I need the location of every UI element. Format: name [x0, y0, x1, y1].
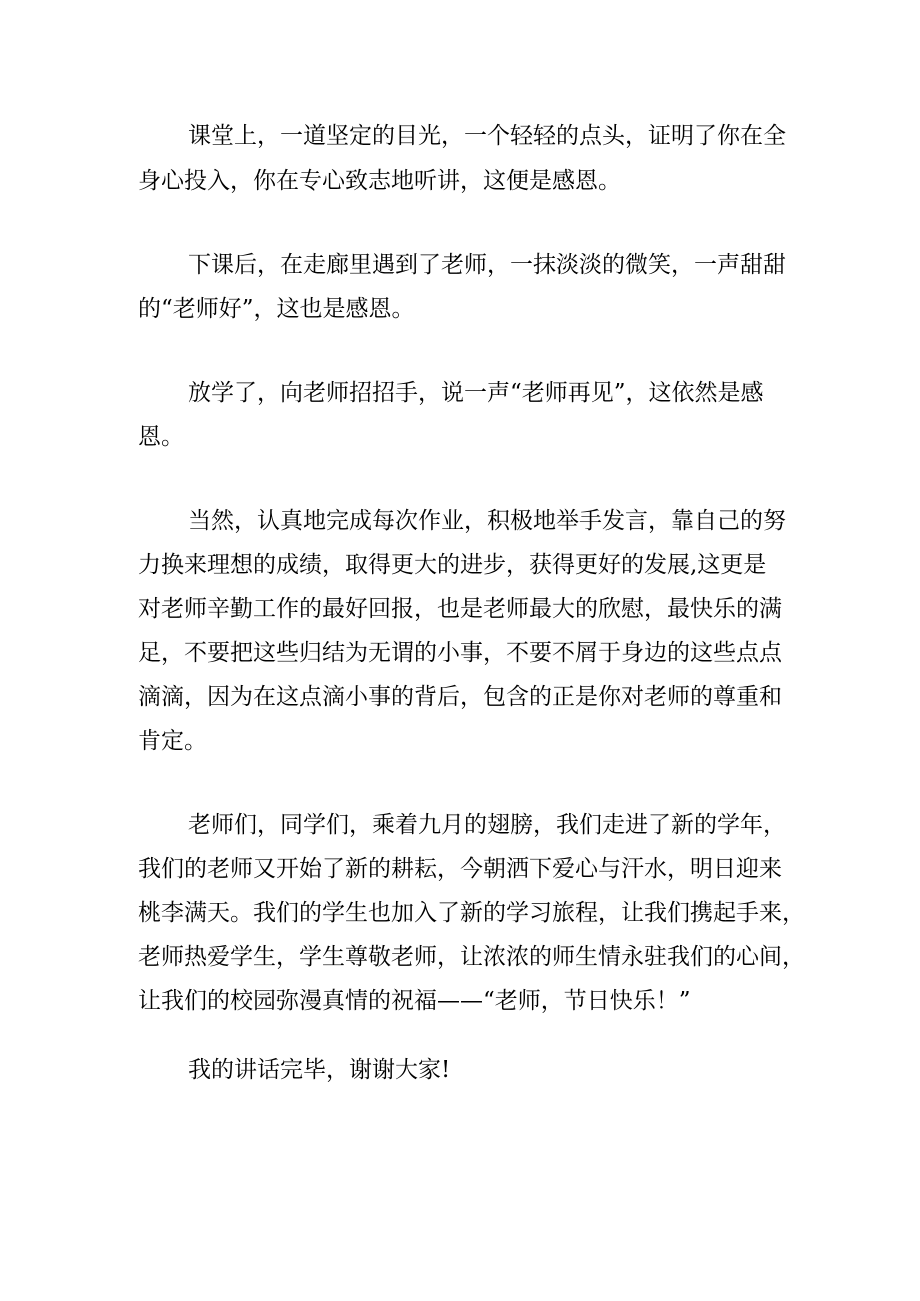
paragraph-6-line-1: 我的讲话完毕，谢谢大家! — [188, 1057, 451, 1083]
paragraph-4-line-5: 滴滴，因为在这点滴小事的背后，包含的正是你对老师的尊重和 — [138, 684, 782, 710]
paragraph-4-line-6: 肯定。 — [138, 728, 207, 754]
paragraph-4-line-1: 当然，认真地完成每次作业，积极地举手发言，靠自己的努 — [188, 508, 786, 534]
paragraph-4-line-2: 力换来理想的成绩，取得更大的进步，获得更好的发展,这更是 — [138, 552, 767, 578]
paragraph-1-line-1: 课堂上，一道坚定的目光，一个轻轻的点头，证明了你在全 — [188, 123, 786, 149]
paragraph-3-line-1: 放学了，向老师招招手，说一声“老师再见”，这依然是感 — [188, 380, 764, 406]
paragraph-5-line-5: 让我们的校园弥漫真情的祝福——“老师，节日快乐！” — [138, 988, 691, 1014]
paragraph-2-line-1: 下课后，在走廊里遇到了老师，一抹淡淡的微笑，一声甜甜 — [188, 252, 786, 278]
paragraph-2-line-2: 的“老师好”，这也是感恩。 — [138, 296, 415, 322]
paragraph-5-line-3: 桃李满天。我们的学生也加入了新的学习旅程，让我们携起手来， — [138, 900, 805, 926]
paragraph-5-line-1: 老师们，同学们，乘着九月的翅膀，我们走进了新的学年， — [188, 812, 786, 838]
paragraph-4-line-3: 对老师辛勤工作的最好回报，也是老师最大的欣慰，最快乐的满 — [138, 596, 782, 622]
paragraph-4-line-4: 足，不要把这些归结为无谓的小事，不要不屑于身边的这些点点 — [138, 640, 782, 666]
paragraph-1-line-2: 身心投入，你在专心致志地听讲，这便是感恩。 — [138, 168, 621, 194]
paragraph-5-line-4: 老师热爱学生，学生尊敬老师，让浓浓的师生情永驻我们的心间， — [138, 944, 805, 970]
paragraph-3-line-2: 恩。 — [138, 424, 184, 450]
paragraph-5-line-2: 我们的老师又开始了新的耕耘，今朝洒下爱心与汗水，明日迎来 — [138, 856, 782, 882]
